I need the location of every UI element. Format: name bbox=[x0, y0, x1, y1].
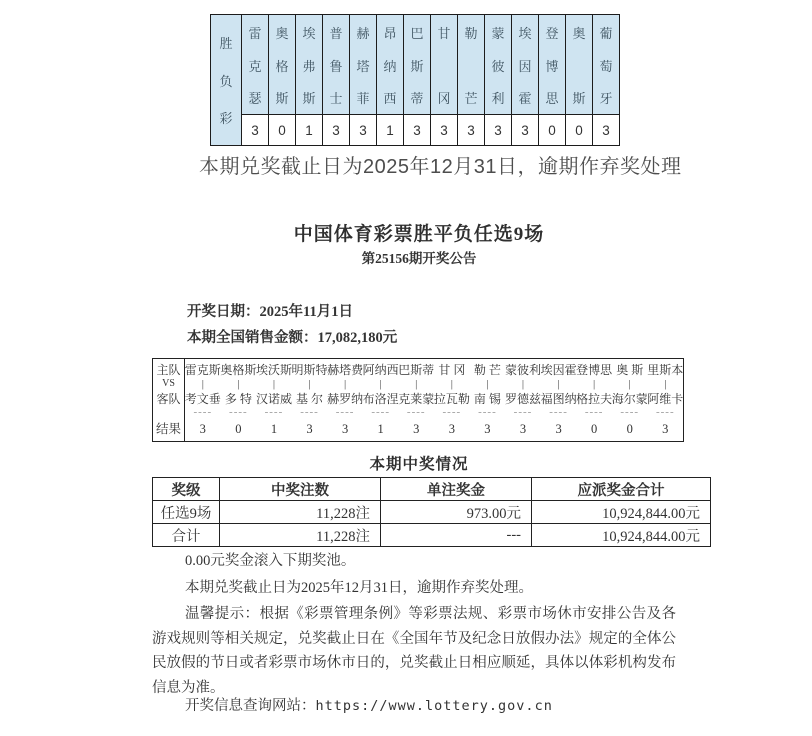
dash-separator: ---- bbox=[193, 406, 213, 418]
match-result: 3 bbox=[413, 422, 420, 436]
website-url: https://www.lottery.gov.cn bbox=[315, 698, 553, 714]
team-name-cell bbox=[377, 15, 404, 115]
team-name-cell bbox=[512, 15, 539, 115]
team-name-char: 霍 bbox=[518, 91, 532, 106]
team-name-char: 思 bbox=[545, 91, 559, 106]
team-name-char: 瑟 bbox=[248, 91, 262, 106]
match-result: 0 bbox=[591, 422, 598, 436]
team-name-cell bbox=[242, 15, 269, 115]
team-name-cell bbox=[431, 15, 458, 115]
match-column bbox=[363, 359, 399, 441]
match-column bbox=[505, 359, 541, 441]
team-name-cell bbox=[269, 15, 296, 115]
wdl-char: 彩 bbox=[219, 110, 233, 126]
match-result: 3 bbox=[199, 422, 206, 436]
team-name-char: 弗 bbox=[302, 58, 316, 74]
prize-header-row bbox=[153, 478, 711, 501]
match-result: 0 bbox=[626, 422, 633, 436]
prize-single-cell: 973.00元 bbox=[381, 501, 532, 524]
team-name-char: 西 bbox=[383, 91, 397, 106]
team-name-char: 斯 bbox=[410, 58, 424, 74]
team-name-char: 巴 bbox=[410, 26, 424, 41]
away-team: 罗德兹 bbox=[504, 392, 541, 406]
team-name-char: 冈 bbox=[437, 91, 451, 106]
dash-separator: ---- bbox=[655, 406, 675, 418]
dash-separator: ---- bbox=[406, 406, 426, 418]
dash-separator: ---- bbox=[549, 406, 568, 418]
result-cell: 0 bbox=[539, 115, 566, 146]
team-name-char: 雷 bbox=[248, 26, 262, 41]
away-team: 格拉夫 bbox=[576, 392, 613, 406]
team-name-vertical bbox=[377, 15, 403, 114]
home-team: 赫塔费 bbox=[327, 363, 364, 377]
match-columns bbox=[185, 359, 683, 441]
match-column bbox=[256, 359, 292, 441]
result-cell: 1 bbox=[377, 115, 404, 146]
match-column bbox=[576, 359, 612, 441]
away-team: 南 锡 bbox=[473, 392, 501, 406]
match-result: 1 bbox=[270, 422, 278, 436]
team-name-vertical bbox=[242, 15, 268, 114]
away-team: 福图纳 bbox=[540, 392, 577, 406]
vs-separator: | bbox=[628, 378, 631, 390]
home-team: 登博思 bbox=[576, 363, 613, 377]
result-cell: 3 bbox=[458, 115, 485, 146]
vs-separator: | bbox=[450, 378, 453, 390]
team-name-vertical bbox=[458, 15, 484, 114]
prize-header-cell: 中奖注数 bbox=[220, 478, 381, 501]
wdl-char: 负 bbox=[219, 73, 233, 89]
prize-count-cell: 11,228注 bbox=[220, 501, 381, 524]
team-name-char: 牙 bbox=[599, 91, 613, 106]
prize-single-cell: --- bbox=[381, 524, 532, 547]
match-column bbox=[434, 359, 470, 441]
away-team: 海尔蒙 bbox=[611, 392, 648, 406]
team-name-vertical bbox=[350, 15, 376, 114]
team-name-char: 赫 bbox=[356, 26, 370, 41]
vs-label: VS bbox=[162, 378, 175, 389]
team-name-vertical bbox=[566, 15, 592, 114]
dash-separator: ---- bbox=[300, 406, 319, 418]
team-name-char: 斯 bbox=[275, 91, 289, 106]
team-name-cell bbox=[539, 15, 566, 115]
away-team: 汉诺威 bbox=[255, 392, 292, 406]
team-name-char: 埃 bbox=[518, 26, 532, 41]
match-result: 3 bbox=[341, 422, 349, 436]
team-name-char: 博 bbox=[545, 58, 559, 74]
team-name-cell bbox=[593, 15, 620, 115]
team-name-char: 克 bbox=[248, 58, 262, 74]
team-name-char: 芒 bbox=[464, 91, 478, 106]
match-result: 3 bbox=[448, 422, 455, 436]
prize-row bbox=[153, 501, 711, 524]
team-name-cell bbox=[350, 15, 377, 115]
team-name-vertical bbox=[539, 15, 565, 114]
team-name-char: 斯 bbox=[572, 91, 586, 106]
home-team: 雷克斯 bbox=[184, 363, 221, 377]
vs-separator: | bbox=[557, 378, 560, 390]
match-result: 3 bbox=[484, 422, 491, 436]
team-name-vertical bbox=[593, 15, 619, 114]
home-team: 巴斯蒂 bbox=[398, 363, 435, 377]
team-name-cell bbox=[296, 15, 323, 115]
result-cell: 3 bbox=[512, 115, 539, 146]
dash-separator: ---- bbox=[442, 406, 462, 418]
dash-separator: ---- bbox=[620, 406, 640, 418]
website-label: 开奖信息查询网站： bbox=[185, 698, 316, 714]
team-name-cell bbox=[323, 15, 350, 115]
note-tips: 温馨提示：根据《彩票管理条例》等彩票法规、彩票市场休市安排公告及各游戏规则等相关规定，兑奖截止日在《全国年节及纪念日放假办法》规定的全体公民放假的节日或者彩票市场休市日的，兑奖截止日相应顺延，具体以体彩机构发布信息为准。 bbox=[152, 606, 676, 696]
away-team: 克莱蒙 bbox=[398, 392, 435, 406]
prize-level-cell: 任选9场 bbox=[153, 501, 220, 524]
dash-separator: ---- bbox=[584, 406, 604, 418]
home-team: 埃沃斯 bbox=[255, 363, 292, 377]
dash-separator: ---- bbox=[478, 406, 497, 418]
vs-separator: | bbox=[415, 378, 418, 390]
vs-separator: | bbox=[379, 378, 382, 390]
result-cell: 0 bbox=[566, 115, 593, 146]
note-rollover: 0.00元奖金滚入下期奖池。 bbox=[185, 553, 356, 569]
result-cell: 3 bbox=[350, 115, 377, 146]
match-result: 0 bbox=[235, 422, 242, 436]
wdl-label-text bbox=[211, 15, 241, 145]
vs-separator: | bbox=[521, 378, 525, 390]
announcement-title: 中国体育彩票胜平负任选9场 bbox=[293, 224, 545, 245]
away-team: 阿维卡 bbox=[647, 392, 684, 406]
home-team: 埃因霍 bbox=[540, 363, 577, 377]
dash-separator: ---- bbox=[371, 406, 390, 418]
away-team: 基 尔 bbox=[296, 392, 324, 406]
team-name-char: 甘 bbox=[437, 26, 451, 41]
team-name-char: 菲 bbox=[356, 91, 370, 106]
match-column bbox=[398, 359, 434, 441]
team-name-vertical bbox=[485, 15, 511, 114]
match-column bbox=[612, 359, 648, 441]
draw-date-line: 开奖日期：2025年11月1日 bbox=[187, 304, 353, 320]
result-cell: 1 bbox=[296, 115, 323, 146]
team-name-char: 塔 bbox=[356, 58, 370, 74]
prize-level-cell: 合计 bbox=[153, 524, 220, 547]
dash-separator: ---- bbox=[335, 406, 355, 418]
prize-table bbox=[152, 477, 711, 547]
team-name-vertical bbox=[431, 15, 457, 114]
team-name-char: 奥 bbox=[275, 26, 289, 41]
match-column bbox=[292, 359, 328, 441]
team-name-char: 士 bbox=[329, 91, 343, 106]
match-result: 3 bbox=[662, 422, 669, 436]
team-name-vertical bbox=[404, 15, 430, 114]
home-team: 阿纳西 bbox=[362, 363, 399, 377]
prize-total-cell: 10,924,844.00元 bbox=[532, 501, 711, 524]
team-name-char: 蒂 bbox=[410, 91, 424, 106]
sales-amount-line: 本期全国销售金额：17,082,180元 bbox=[187, 330, 398, 346]
result-cell: 3 bbox=[404, 115, 431, 146]
wdl-char: 胜 bbox=[219, 36, 233, 52]
match-column bbox=[185, 359, 221, 441]
dash-separator: ---- bbox=[264, 406, 284, 418]
website-line bbox=[152, 694, 553, 715]
result-cell: 3 bbox=[242, 115, 269, 146]
vs-separator: | bbox=[664, 378, 667, 390]
team-name-char: 彼 bbox=[491, 58, 505, 74]
vs-separator: | bbox=[593, 378, 596, 390]
prize-header-cell: 应派奖金合计 bbox=[532, 478, 711, 501]
announcement-subtitle: 第25156期开奖公告 bbox=[361, 251, 477, 266]
team-name-cell bbox=[566, 15, 593, 115]
home-team-label: 主队 bbox=[156, 363, 181, 377]
prize-total-cell: 10,924,844.00元 bbox=[532, 524, 711, 547]
team-name-char: 昂 bbox=[383, 26, 397, 41]
match-result: 3 bbox=[519, 422, 527, 436]
team-name-vertical bbox=[323, 15, 349, 114]
team-name-char: 勒 bbox=[464, 26, 478, 41]
home-team: 勒 芒 bbox=[473, 363, 501, 377]
team-name-vertical bbox=[512, 15, 538, 114]
vs-separator: | bbox=[201, 378, 204, 390]
home-team: 奥格斯 bbox=[220, 363, 257, 377]
result-cell: 3 bbox=[323, 115, 350, 146]
top-results-table bbox=[210, 14, 620, 146]
away-team-label: 客队 bbox=[156, 392, 181, 406]
team-name-cell bbox=[485, 15, 512, 115]
team-name-char: 因 bbox=[518, 58, 532, 74]
away-team: 多 特 bbox=[224, 392, 252, 406]
prize-header-cell: 单注奖金 bbox=[381, 478, 532, 501]
team-name-char: 纳 bbox=[383, 58, 397, 74]
match-column bbox=[327, 359, 363, 441]
prize-section-title: 本期中奖情况 bbox=[369, 456, 469, 473]
home-team: 奥 斯 bbox=[616, 363, 644, 377]
away-team: 考文垂 bbox=[184, 392, 221, 406]
home-team: 里斯本 bbox=[647, 363, 684, 377]
match-result: 1 bbox=[377, 422, 384, 436]
match-column bbox=[648, 359, 684, 441]
result-label: 结果 bbox=[155, 422, 181, 436]
away-team: 拉瓦勒 bbox=[433, 392, 470, 406]
team-name-vertical bbox=[296, 15, 322, 114]
top-deadline-text: 本期兑奖截止日为2025年12月31日，逾期作弃奖处理 bbox=[199, 156, 682, 178]
dash-separator: ---- bbox=[513, 406, 533, 418]
team-name-char: 蒙 bbox=[491, 26, 505, 41]
prize-count-cell: 11,228注 bbox=[220, 524, 381, 547]
prize-row bbox=[153, 524, 711, 547]
home-team: 蒙彼利 bbox=[504, 363, 541, 377]
prize-header-cell: 奖级 bbox=[153, 478, 220, 501]
match-column bbox=[470, 359, 506, 441]
home-team: 甘 冈 bbox=[438, 363, 466, 377]
team-name-cell bbox=[458, 15, 485, 115]
dash-separator: ---- bbox=[229, 406, 248, 418]
result-cell: 3 bbox=[431, 115, 458, 146]
match-table-label-column bbox=[153, 359, 185, 441]
match-column bbox=[541, 359, 577, 441]
team-name-char: 埃 bbox=[302, 26, 316, 41]
note-deadline: 本期兑奖截止日为2025年12月31日，逾期作弃奖处理。 bbox=[185, 580, 533, 596]
vs-separator: | bbox=[486, 378, 489, 390]
result-cell: 3 bbox=[485, 115, 512, 146]
team-name-vertical bbox=[269, 15, 295, 114]
away-team: 布洛涅 bbox=[362, 392, 399, 406]
result-cell: 0 bbox=[269, 115, 296, 146]
team-name-char: 葡 bbox=[599, 26, 613, 41]
team-name-char: 奥 bbox=[572, 26, 586, 41]
match-column bbox=[221, 359, 257, 441]
team-name-char: 萄 bbox=[599, 58, 613, 74]
wdl-label-cell bbox=[211, 15, 242, 146]
vs-separator: | bbox=[344, 378, 347, 390]
result-cell: 3 bbox=[593, 115, 620, 146]
vs-separator: | bbox=[237, 378, 240, 390]
vs-separator: | bbox=[272, 378, 276, 390]
match-result: 3 bbox=[555, 422, 562, 436]
team-name-char: 鲁 bbox=[329, 58, 343, 74]
team-name-char: 普 bbox=[329, 26, 343, 41]
match-result: 3 bbox=[306, 422, 313, 436]
team-name-char: 利 bbox=[491, 91, 505, 106]
team-name-char: 格 bbox=[275, 58, 289, 74]
team-name-char: 斯 bbox=[302, 91, 316, 106]
home-team: 明斯特 bbox=[291, 363, 328, 377]
match-results-table bbox=[152, 358, 684, 442]
away-team: 赫罗纳 bbox=[327, 392, 364, 406]
team-name-char: 登 bbox=[545, 26, 559, 41]
vs-separator: | bbox=[308, 378, 311, 390]
team-name-cell bbox=[404, 15, 431, 115]
